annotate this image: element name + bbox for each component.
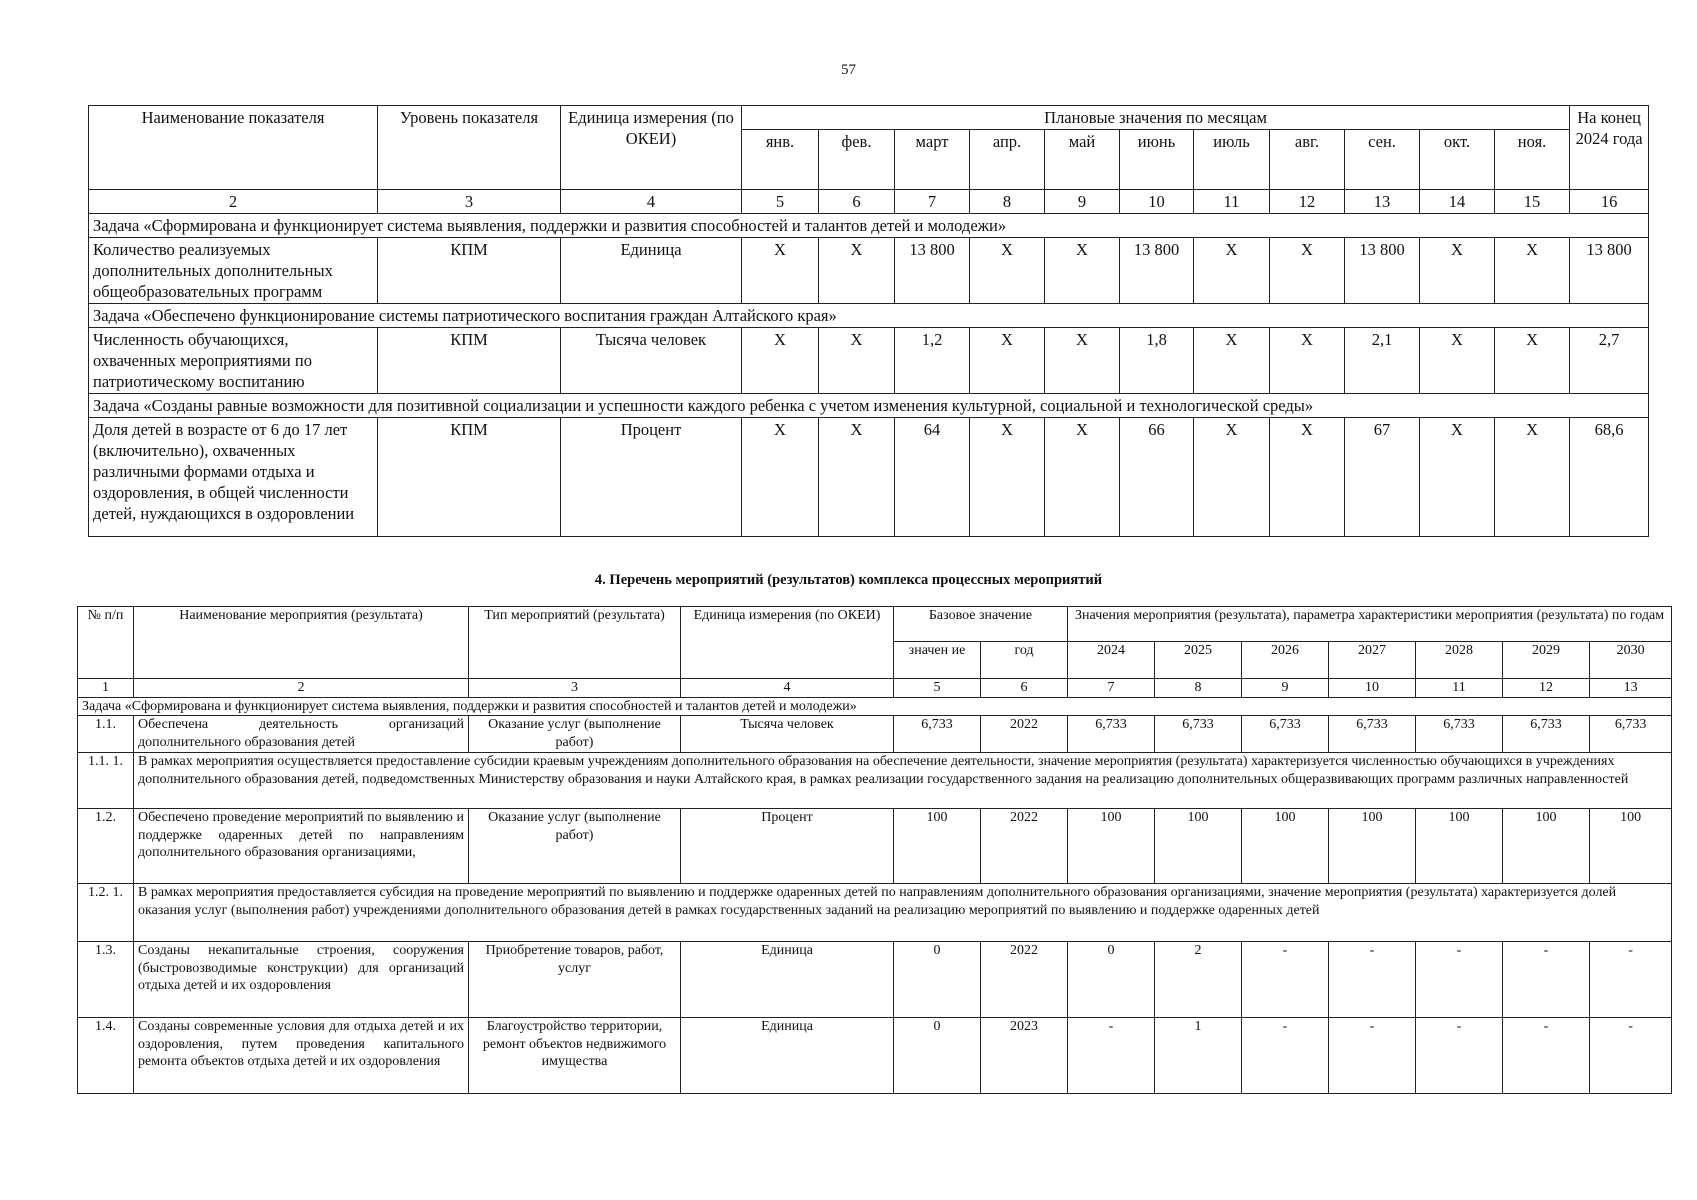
year-value: -: [1590, 1018, 1672, 1094]
activity-unit: Тысяча человек: [681, 716, 894, 753]
indicator-value: Х: [1045, 238, 1120, 304]
indicator-value: Х: [1270, 238, 1345, 304]
column-number: 3: [469, 679, 681, 698]
indicator-value: 13 800: [1570, 238, 1649, 304]
base-value: 100: [894, 809, 981, 884]
row-number: 1.2.: [78, 809, 134, 884]
indicator-value: Х: [1420, 238, 1495, 304]
indicator-name: Доля детей в возрасте от 6 до 17 лет (включительно), охваченных различными формами отдыха и оздоровления, в общей численности детей, нуждающихся в оздоровлении: [89, 418, 378, 537]
column-numbers-row: [78, 679, 1672, 698]
column-number: 1: [78, 679, 134, 698]
indicator-value: Х: [1420, 418, 1495, 537]
column-number: 6: [981, 679, 1068, 698]
year-value: 6,733: [1503, 716, 1590, 753]
year-value: 100: [1503, 809, 1590, 884]
header-year: 2030: [1590, 642, 1672, 679]
indicator-unit: Единица: [561, 238, 742, 304]
indicator-value: 2,7: [1570, 328, 1649, 394]
header-month: июнь: [1120, 130, 1194, 190]
column-number: 6: [819, 190, 895, 214]
year-value: 100: [1242, 809, 1329, 884]
year-value: -: [1242, 942, 1329, 1018]
column-numbers-row: [89, 190, 1649, 214]
column-number: 16: [1570, 190, 1649, 214]
column-number: 8: [1155, 679, 1242, 698]
indicator-value: Х: [742, 418, 819, 537]
indicator-value: Х: [1495, 238, 1570, 304]
column-number: 7: [895, 190, 970, 214]
activity-unit: Единица: [681, 1018, 894, 1094]
base-year: 2023: [981, 1018, 1068, 1094]
indicator-level: КПМ: [378, 238, 561, 304]
note-row: [78, 753, 1672, 809]
activity-row: [78, 809, 1672, 884]
header-year: 2024: [1068, 642, 1155, 679]
indicator-value: Х: [1045, 328, 1120, 394]
column-number: 10: [1120, 190, 1194, 214]
base-value: 0: [894, 1018, 981, 1094]
indicator-value: 67: [1345, 418, 1420, 537]
indicator-value: Х: [1194, 238, 1270, 304]
header-base-value: значен ие: [894, 642, 981, 679]
column-number: 2: [89, 190, 378, 214]
year-value: -: [1416, 942, 1503, 1018]
task-row: [78, 697, 1672, 716]
column-number: 3: [378, 190, 561, 214]
indicator-value: 68,6: [1570, 418, 1649, 537]
year-value: -: [1329, 1018, 1416, 1094]
activity-name: Обеспечена деятельность организаций дополнительного образования детей: [134, 716, 469, 753]
column-number: 9: [1045, 190, 1120, 214]
header-month: янв.: [742, 130, 819, 190]
activity-row: [78, 942, 1672, 1018]
row-number: 1.2. 1.: [78, 884, 134, 942]
year-value: 100: [1155, 809, 1242, 884]
header-year: 2029: [1503, 642, 1590, 679]
header-unit: Единица измерения (по ОКЕИ): [681, 607, 894, 679]
indicator-value: Х: [1194, 418, 1270, 537]
year-value: 2: [1155, 942, 1242, 1018]
task-row: [89, 304, 1649, 328]
indicator-value: 13 800: [1345, 238, 1420, 304]
year-value: -: [1590, 942, 1672, 1018]
header-unit: Единица измерения (по ОКЕИ): [561, 106, 742, 190]
base-year: 2022: [981, 942, 1068, 1018]
year-value: 6,733: [1242, 716, 1329, 753]
activity-type: Оказание услуг (выполнение работ): [469, 809, 681, 884]
activity-unit: Единица: [681, 942, 894, 1018]
activity-name: Созданы некапитальные строения, сооружения (быстровозводимые конструкции) для организаций отдыха детей и их оздоровления: [134, 942, 469, 1018]
activity-type: Благоустройство территории, ремонт объектов недвижимого имущества: [469, 1018, 681, 1094]
header-level: Уровень показателя: [378, 106, 561, 190]
header-month: сен.: [1345, 130, 1420, 190]
header-base-year: год: [981, 642, 1068, 679]
indicator-value: 13 800: [1120, 238, 1194, 304]
column-number: 4: [681, 679, 894, 698]
year-value: -: [1329, 942, 1416, 1018]
task-row: [89, 214, 1649, 238]
year-value: 6,733: [1329, 716, 1416, 753]
activity-note: В рамках мероприятия осуществляется предоставление субсидии краевым учреждениям дополнительного образования на обеспечение деятельности, значение мероприятия (результата) характеризуется численностью обучающихся в учреждениях дополнительного образования детей, подведомственных Министерству образования и науки Алтайского края, в рамках реализации государственного задания на реализацию дополнительных общеразвивающих программ различных направленностей: [134, 753, 1672, 809]
column-number: 13: [1345, 190, 1420, 214]
column-number: 13: [1590, 679, 1672, 698]
indicator-value: 13 800: [895, 238, 970, 304]
year-value: 6,733: [1590, 716, 1672, 753]
base-value: 0: [894, 942, 981, 1018]
activity-note: В рамках мероприятия предоставляется субсидия на проведение мероприятий по выявлению и поддержке одаренных детей по направлениям дополнительного образования организациями, значение мероприятия (результата) характеризуется долей оказания услуг (выполнения работ) учреждениями дополнительного образования детей в рамках государственных заданий на реализацию мероприятий по выявлению и поддержке одаренных детей: [134, 884, 1672, 942]
task-title: Задача «Сформирована и функционирует система выявления, поддержки и развития способностей и талантов детей и молодежи»: [89, 214, 1649, 238]
header-year: 2026: [1242, 642, 1329, 679]
activity-type: Приобретение товаров, работ, услуг: [469, 942, 681, 1018]
header-year: 2025: [1155, 642, 1242, 679]
page-number: 57: [841, 62, 856, 78]
indicator-value: Х: [742, 238, 819, 304]
header-row: [78, 607, 1672, 642]
column-number: 5: [894, 679, 981, 698]
indicator-value: Х: [970, 328, 1045, 394]
row-number: 1.3.: [78, 942, 134, 1018]
header-month: фев.: [819, 130, 895, 190]
header-row: [89, 106, 1649, 130]
header-name: Наименование мероприятия (результата): [134, 607, 469, 679]
year-value: 100: [1329, 809, 1416, 884]
column-number: 9: [1242, 679, 1329, 698]
header-month: май: [1045, 130, 1120, 190]
activity-name: Обеспечено проведение мероприятий по выявлению и поддержке одаренных детей по направлениям дополнительного образования организациями,: [134, 809, 469, 884]
indicator-unit: Тысяча человек: [561, 328, 742, 394]
column-number: 10: [1329, 679, 1416, 698]
column-number: 2: [134, 679, 469, 698]
header-month: март: [895, 130, 970, 190]
header-monthly: Плановые значения по месяцам: [742, 106, 1570, 130]
header-month: апр.: [970, 130, 1045, 190]
indicator-value: Х: [1495, 328, 1570, 394]
header-number: № п/п: [78, 607, 134, 679]
activities-table: [77, 606, 1672, 1094]
year-value: 6,733: [1416, 716, 1503, 753]
indicator-value: Х: [1194, 328, 1270, 394]
indicator-name: Количество реализуемых дополнительных дополнительных общеобразовательных программ: [89, 238, 378, 304]
column-number: 12: [1503, 679, 1590, 698]
year-value: 100: [1590, 809, 1672, 884]
year-value: 6,733: [1155, 716, 1242, 753]
indicator-value: Х: [1420, 328, 1495, 394]
header-month: окт.: [1420, 130, 1495, 190]
indicator-level: КПМ: [378, 418, 561, 537]
indicator-value: Х: [1045, 418, 1120, 537]
task-title: Задача «Сформирована и функционирует система выявления, поддержки и развития способностей и талантов детей и молодежи»: [78, 697, 1672, 716]
year-value: 6,733: [1068, 716, 1155, 753]
indicator-value: Х: [819, 328, 895, 394]
indicator-value: Х: [1270, 328, 1345, 394]
indicator-value: Х: [1495, 418, 1570, 537]
header-month: июль: [1194, 130, 1270, 190]
header-end-of-year: На конец 2024 года: [1570, 106, 1649, 190]
indicator-value: Х: [819, 418, 895, 537]
task-title: Задача «Обеспечено функционирование системы патриотического воспитания граждан Алтайского края»: [89, 304, 1649, 328]
indicator-value: Х: [970, 418, 1045, 537]
base-year: 2022: [981, 716, 1068, 753]
year-value: 0: [1068, 942, 1155, 1018]
indicator-value: Х: [970, 238, 1045, 304]
header-name: Наименование показателя: [89, 106, 378, 190]
indicator-row: [89, 418, 1649, 537]
activity-unit: Процент: [681, 809, 894, 884]
header-base: Базовое значение: [894, 607, 1068, 642]
column-number: 15: [1495, 190, 1570, 214]
indicators-table: [88, 105, 1649, 537]
indicator-row: [89, 238, 1649, 304]
header-type: Тип мероприятий (результата): [469, 607, 681, 679]
row-number: 1.1.: [78, 716, 134, 753]
column-number: 4: [561, 190, 742, 214]
column-number: 12: [1270, 190, 1345, 214]
note-row: [78, 884, 1672, 942]
header-values-by-year: Значения мероприятия (результата), параметра характеристики мероприятия (результата) по годам: [1068, 607, 1672, 642]
column-number: 8: [970, 190, 1045, 214]
indicator-value: 64: [895, 418, 970, 537]
indicator-row: [89, 328, 1649, 394]
activity-type: Оказание услуг (выполнение работ): [469, 716, 681, 753]
row-number: 1.1. 1.: [78, 753, 134, 809]
indicator-value: Х: [1270, 418, 1345, 537]
year-value: 1: [1155, 1018, 1242, 1094]
column-number: 5: [742, 190, 819, 214]
column-number: 14: [1420, 190, 1495, 214]
header-year: 2027: [1329, 642, 1416, 679]
year-value: 100: [1068, 809, 1155, 884]
indicator-unit: Процент: [561, 418, 742, 537]
indicator-value: 1,2: [895, 328, 970, 394]
year-value: 100: [1416, 809, 1503, 884]
year-value: -: [1503, 942, 1590, 1018]
activity-row: [78, 716, 1672, 753]
task-title: Задача «Созданы равные возможности для позитивной социализации и успешности каждого ребенка с учетом изменения культурной, социальной и технологической среды»: [89, 394, 1649, 418]
indicator-value: 2,1: [1345, 328, 1420, 394]
indicator-level: КПМ: [378, 328, 561, 394]
indicator-value: 66: [1120, 418, 1194, 537]
task-row: [89, 394, 1649, 418]
header-month: ноя.: [1495, 130, 1570, 190]
column-number: 11: [1416, 679, 1503, 698]
column-number: 11: [1194, 190, 1270, 214]
base-year: 2022: [981, 809, 1068, 884]
indicator-name: Численность обучающихся, охваченных мероприятиями по патриотическому воспитанию: [89, 328, 378, 394]
header-month: авг.: [1270, 130, 1345, 190]
header-year: 2028: [1416, 642, 1503, 679]
indicator-value: Х: [819, 238, 895, 304]
row-number: 1.4.: [78, 1018, 134, 1094]
column-number: 7: [1068, 679, 1155, 698]
indicator-value: Х: [742, 328, 819, 394]
activity-name: Созданы современные условия для отдыха детей и их оздоровления, путем проведения капитального ремонта объектов отдыха детей и их оздоровления: [134, 1018, 469, 1094]
year-value: -: [1242, 1018, 1329, 1094]
activity-row: [78, 1018, 1672, 1094]
indicator-value: 1,8: [1120, 328, 1194, 394]
section-title: 4. Перечень мероприятий (результатов) комплекса процессных мероприятий: [594, 572, 1103, 588]
year-value: -: [1416, 1018, 1503, 1094]
base-value: 6,733: [894, 716, 981, 753]
year-value: -: [1068, 1018, 1155, 1094]
year-value: -: [1503, 1018, 1590, 1094]
